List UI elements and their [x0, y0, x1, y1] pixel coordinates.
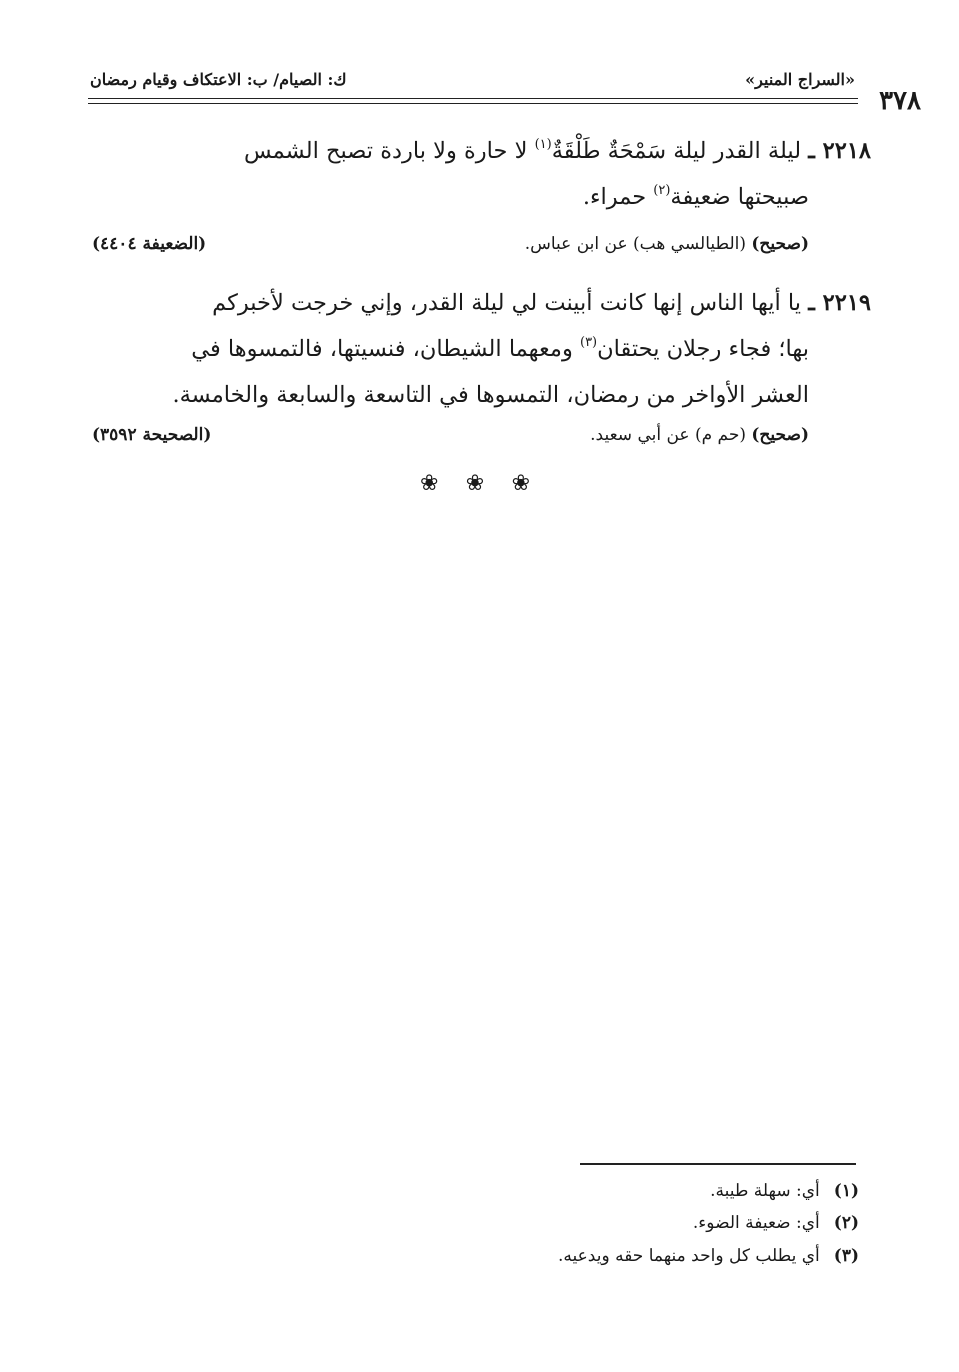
- book-title: «السراج المنير»: [745, 70, 855, 89]
- section-separator: [420, 470, 530, 498]
- footnote: [558, 1246, 859, 1266]
- footnote: [710, 1181, 859, 1201]
- hadith-reference: (الضعيفة ٤٤٠٤): [92, 234, 207, 254]
- header-rule-bottom: [88, 103, 858, 104]
- hadith-line: [91, 128, 871, 174]
- grade-label: (صحيح): [751, 425, 809, 445]
- footnote-text: أي يطلب كل واحد منهما حقه ويدعيه.: [558, 1246, 820, 1266]
- footnote-number: (١): [833, 1181, 859, 1201]
- flower-ornament-icon: ❀: [465, 471, 485, 496]
- hadith-text: بها؛ فجاء رجلان يحتقان: [597, 336, 809, 362]
- hadith-text: يا أيها الناس إنها كانت أبينت لي ليلة القدر، وإني خرجت لأخبركم: [212, 290, 802, 316]
- footnote-text: أي: سهلة طيبة.: [710, 1181, 820, 1201]
- hadith-grade: [525, 234, 809, 254]
- hadith-entry: [91, 280, 871, 418]
- hadith-number: ٢٢١٨ ـ: [808, 138, 871, 164]
- header-rule-top: [88, 98, 858, 99]
- hadith-line: [91, 326, 871, 372]
- hadith-text: ومعهما الشيطان، فنسيتها، فالتمسوها في: [191, 336, 580, 362]
- footnote-rule: [580, 1163, 856, 1165]
- hadith-entry: [91, 128, 871, 220]
- hadith-text: حمراء.: [582, 184, 654, 210]
- hadith-line: [91, 174, 871, 220]
- hadith-line: [91, 280, 871, 326]
- footnote-marker: (٣): [579, 335, 598, 350]
- footnote-number: (٣): [833, 1246, 859, 1266]
- hadith-line: [91, 372, 871, 418]
- hadith-text: العشر الأواخر من رمضان، التمسوها في التاسعة والسابعة والخامسة.: [172, 382, 809, 408]
- footnote-marker: (١): [534, 137, 552, 152]
- footnote-marker: (٢): [653, 183, 671, 198]
- hadith-text: لا حارة ولا باردة تصبح الشمس: [243, 138, 535, 164]
- hadith-text: ليلة القدر ليلة سَمْحَةٌ طَلْقَةٌ: [551, 138, 802, 164]
- grade-source: (حم م) عن أبي سعيد.: [590, 425, 752, 445]
- flower-ornament-icon: ❀: [420, 471, 439, 496]
- hadith-grade: [590, 425, 809, 445]
- grade-label: (صحيح): [751, 234, 809, 254]
- page-number: ٣٧٨: [879, 86, 921, 116]
- grade-source: (الطيالسي هب) عن ابن عباس.: [524, 234, 752, 254]
- flower-ornament-icon: ❀: [511, 471, 530, 496]
- footnote-number: (٢): [833, 1213, 859, 1233]
- hadith-text: صبيحتها ضعيفة: [670, 184, 809, 210]
- chapter-heading: ك: الصيام/ ب: الاعتكاف وقيام رمضان: [90, 70, 347, 89]
- footnote-text: أي: ضعيفة الضوء.: [692, 1213, 820, 1233]
- hadith-number: ٢٢١٩ ـ: [808, 290, 871, 316]
- footnote: [693, 1213, 859, 1233]
- hadith-reference: (الصحيحة ٣٥٩٢): [92, 425, 212, 445]
